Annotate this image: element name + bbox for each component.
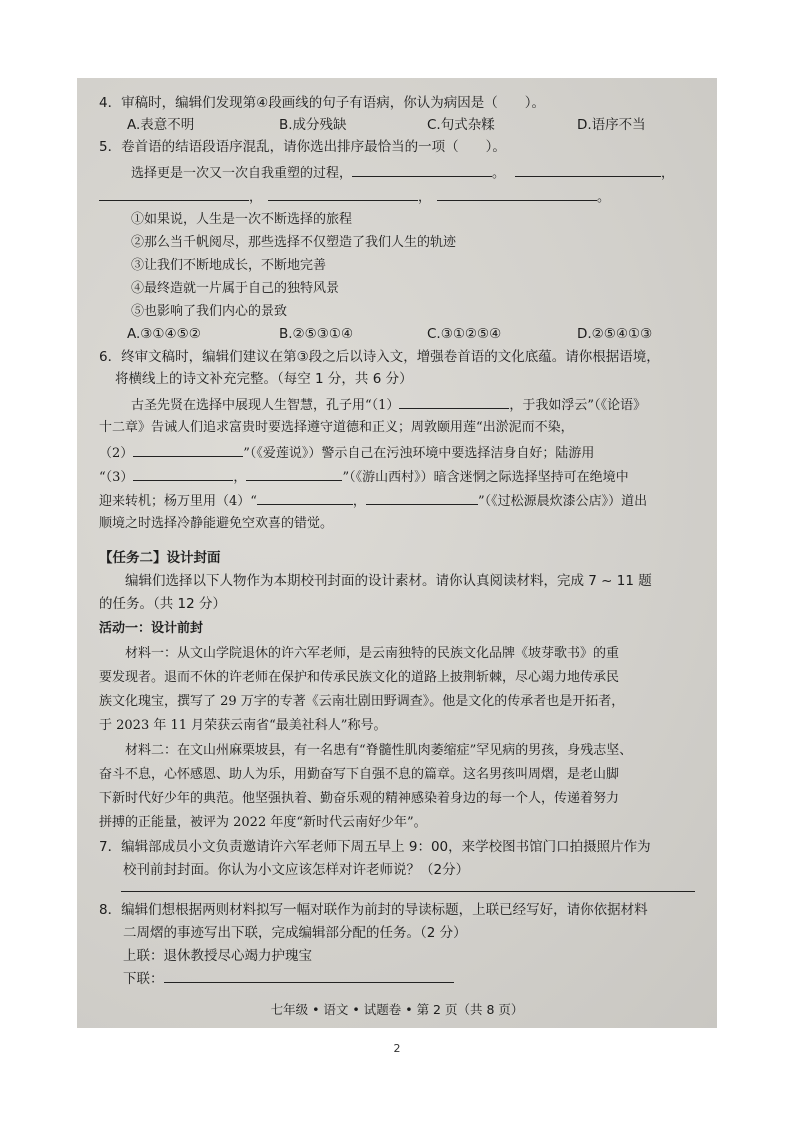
material-1-line-4: 于 2023 年 11 月荣获云南省“最美社科人”称号。	[99, 718, 387, 733]
q6-p1a: 古圣先贤在选择中展现人生智慧，孔子用“（1）	[131, 398, 400, 413]
q6-p4c: ”（《游山西村》）暗含迷惘之际选择坚持可在绝境中	[342, 470, 629, 485]
q5-option-d: D.②⑤④①③	[577, 326, 653, 342]
material-1-line-1: 材料一：从文山学院退休的许六军老师，是云南独特的民族文化品牌《坡芽歌书》的重	[125, 646, 620, 661]
q7-line-2: 校刊前封封面。你认为小文应该怎样对许老师说？（2分）	[123, 862, 470, 878]
q5-blank-row: ， ， 。	[99, 186, 610, 208]
q8-lower-couplet	[123, 968, 454, 989]
q6-blank-3b[interactable]	[246, 466, 342, 481]
q6-blank-1[interactable]	[399, 394, 509, 409]
q8-line-2: 二周熠的事迹写出下联，完成编辑部分配的任务。（2 分）	[123, 925, 467, 941]
q5-blank-5[interactable]	[437, 186, 597, 201]
q6-stem-1: 6．终审文稿时，编辑们建议在第③段之后以诗入文，增强卷首语的文化底蕴。请你根据语境，	[99, 349, 660, 365]
q6-p4a: “（3）	[99, 470, 134, 485]
q5-option-a: A.③①④⑤②	[127, 326, 201, 342]
material-2-line-2: 奋斗不息，心怀感恩、助人为乐，用勤奋写下自强不息的篇章。这名男孩叫周熠，是老山脚	[99, 767, 620, 782]
q6-paragraph-line-2: 十二章》告诫人们追求富贵时要选择遵守道德和正义；周敦颐用莲“出淤泥而不染，	[99, 420, 574, 435]
q5-sentence-2: ②那么当千帆阅尽，那些选择不仅塑造了我们人生的轨迹	[131, 235, 457, 250]
material-1-line-2: 要发现者。退而不休的许老师在保护和传承民族文化的道路上披荆斩棘，尽心竭力地传承民	[99, 670, 620, 685]
q5-blank-1[interactable]	[352, 162, 492, 177]
page-number: 2	[393, 1042, 401, 1055]
q4-option-b: B.成分残缺	[279, 117, 347, 133]
q5-stem: 5．卷首语的结语段语序混乱，请你选出排序最恰当的一项（ ）。	[99, 139, 506, 155]
q6-p3b: ”（《爱莲说》）警示自己在污浊环境中要选择洁身自好；陆游用	[243, 446, 595, 461]
q6-blank-4a[interactable]	[257, 490, 353, 505]
material-2-line-3: 下新时代好少年的典范。他坚强执着、勤奋乐观的精神感染着身边的每一个人，传递着努力	[99, 791, 620, 806]
q6-blank-3a[interactable]	[133, 466, 233, 481]
task2-intro-2: 的任务。（共 12 分）	[99, 596, 227, 612]
q5-blank-2[interactable]	[515, 162, 661, 177]
q6-p3a: （2）	[99, 446, 134, 461]
task2-title: 【任务二】设计封面	[99, 550, 221, 566]
q6-paragraph-line-3	[99, 442, 594, 464]
page-footer: 七年级 • 语文 • 试题卷 • 第 2 页（共 8 页）	[270, 1002, 524, 1017]
q6-p5b: ，	[352, 494, 366, 509]
q4-option-a: A.表意不明	[127, 117, 195, 133]
q8-answer-blank[interactable]	[164, 968, 454, 983]
q8-upper-couplet: 上联：退休教授尽心竭力护瑰宝	[123, 948, 312, 964]
material-2-line-1: 材料二：在文山州麻栗坡县，有一名患有“脊髓性肌肉萎缩症”罕见病的男孩，身残志坚、	[125, 743, 633, 758]
q5-lead: 选择更是一次又一次自我重塑的过程， 。 ，	[131, 162, 674, 184]
q4-stem: 4．审稿时，编辑们发现第④段画线的句子有语病，你认为病因是（ ）。	[99, 95, 545, 111]
q6-paragraph-line-5	[99, 490, 647, 512]
q6-p1b: ，于我如浮云”（《论语》	[509, 398, 647, 413]
q5-option-b: B.②⑤③①④	[279, 326, 354, 342]
q6-paragraph-line-1	[131, 394, 646, 416]
q5-sentence-1: ①如果说，人生是一次不断选择的旅程	[131, 212, 353, 227]
q6-p5c: ”（《过松源晨炊漆公店》）道出	[477, 494, 648, 509]
scanned-exam-page	[77, 78, 717, 1028]
q5-sentence-5: ⑤也影响了我们内心的景致	[131, 304, 288, 319]
q8-line-1: 8．编辑们想根据两则材料拟写一幅对联作为前封的导读标题，上联已经写好，请你依据材料	[99, 902, 648, 918]
q5-blank-4[interactable]	[268, 186, 418, 201]
q4-option-c: C.句式杂糅	[427, 117, 495, 133]
q6-paragraph-line-6: 顺境之时选择冷静能避免空欢喜的错觉。	[99, 516, 334, 531]
material-2-line-4: 拼搏的正能量，被评为 2022 年度“新时代云南好少年”。	[99, 815, 427, 830]
q5-sentence-4: ④最终造就一片属于自己的独特风景	[131, 281, 340, 296]
q6-blank-2[interactable]	[133, 442, 243, 457]
q6-p5a: 迎来转机；杨万里用（4）“	[99, 494, 257, 509]
q5-option-c: C.③①②⑤④	[427, 326, 502, 342]
q6-paragraph-line-4	[99, 466, 629, 488]
task2-intro-1: 编辑们选择以下人物作为本期校刊封面的设计素材。请你认真阅读材料，完成 7 ~ 11 题	[125, 573, 652, 589]
q4-option-d: D.语序不当	[577, 117, 646, 133]
q7-answer-line[interactable]	[121, 890, 695, 892]
q6-p4b: ，	[233, 470, 247, 485]
q5-sentence-3: ③让我们不断地成长，不断地完善	[131, 258, 327, 273]
q5-lead-text: 选择更是一次又一次自我重塑的过程，	[131, 166, 353, 181]
material-1-line-3: 族文化瑰宝，撰写了 29 万字的专著《云南壮剧田野调查》。他是文化的传承者也是开拓者，	[99, 694, 625, 709]
q6-blank-4b[interactable]	[366, 490, 478, 505]
q5-blank-3[interactable]	[99, 186, 249, 201]
q8-lower-label: 下联：	[123, 971, 164, 987]
activity-1-title: 活动一：设计前封	[99, 621, 204, 636]
q7-line-1: 7．编辑部成员小文负责邀请许六军老师下周五早上 9：00，来学校图书馆门口拍摄照片作为	[99, 839, 651, 855]
q6-stem-2: 将横线上的诗文补充完整。（每空 1 分，共 6 分）	[115, 371, 413, 387]
